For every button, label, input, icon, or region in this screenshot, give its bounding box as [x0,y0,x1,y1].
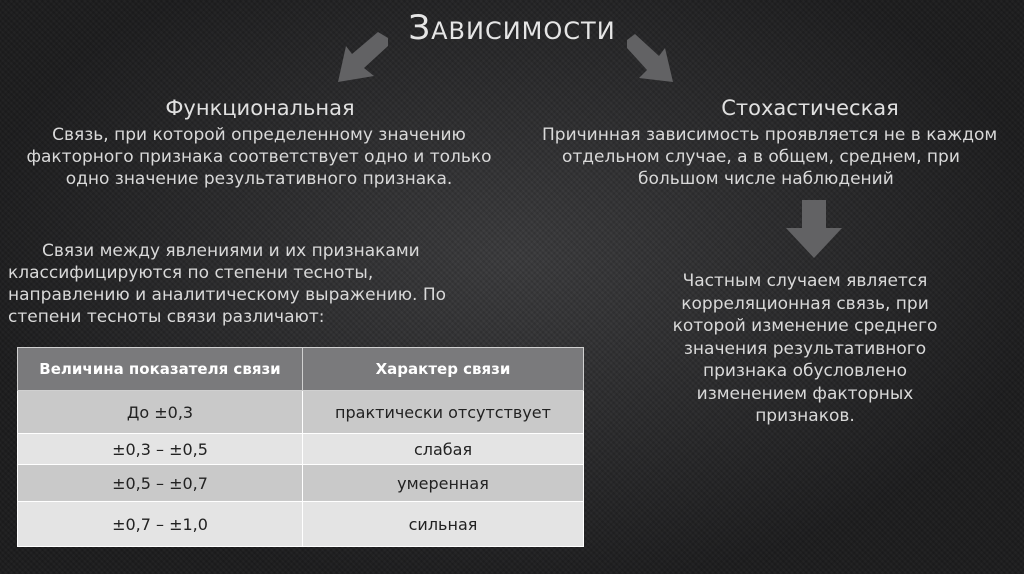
table-cell: практически отсутствует [303,391,584,434]
stochastic-definition: Причинная зависимость проявляется не в каждом отдельном случае, а в общем, среднем, при большом числе наблюдений [542,125,998,189]
table-header: Величина показателя связи [18,348,303,391]
table-row [18,502,584,547]
functional-definition: Связь, при которой определенному значению факторного признака соответствует одно и только одно значение результативного признака. [26,125,492,189]
functional-heading: Функциональная [165,96,355,120]
table-cell: ±0,5 – ±0,7 [18,465,303,502]
table-header: Характер связи [303,348,584,391]
table-row [18,391,584,434]
table-header-row [18,348,584,391]
slide-title: Зависимости [408,8,616,48]
arrow-down-icon [786,200,842,258]
correlation-note: Частным случаем является корреляционная связь, при которой изменение среднего значения результативного признака обусловлено изменением факторных признаков. [672,271,938,426]
tightness-table [17,347,584,547]
classification-text: Связи между явлениями и их признаками классифицируются по степени тесноты, направлению и аналитическому выражению. По степени тесноты связи различают: [8,241,447,327]
table-cell: сильная [303,502,584,547]
stochastic-heading: Стохастическая [721,96,899,120]
arrow-down-left-icon [330,32,390,84]
table-cell: слабая [303,434,584,465]
table-row [18,465,584,502]
arrow-down-right-icon [625,34,675,84]
table-cell: ±0,7 – ±1,0 [18,502,303,547]
table-cell: ±0,3 – ±0,5 [18,434,303,465]
table-cell: умеренная [303,465,584,502]
table-cell: До ±0,3 [18,391,303,434]
table-row [18,434,584,465]
